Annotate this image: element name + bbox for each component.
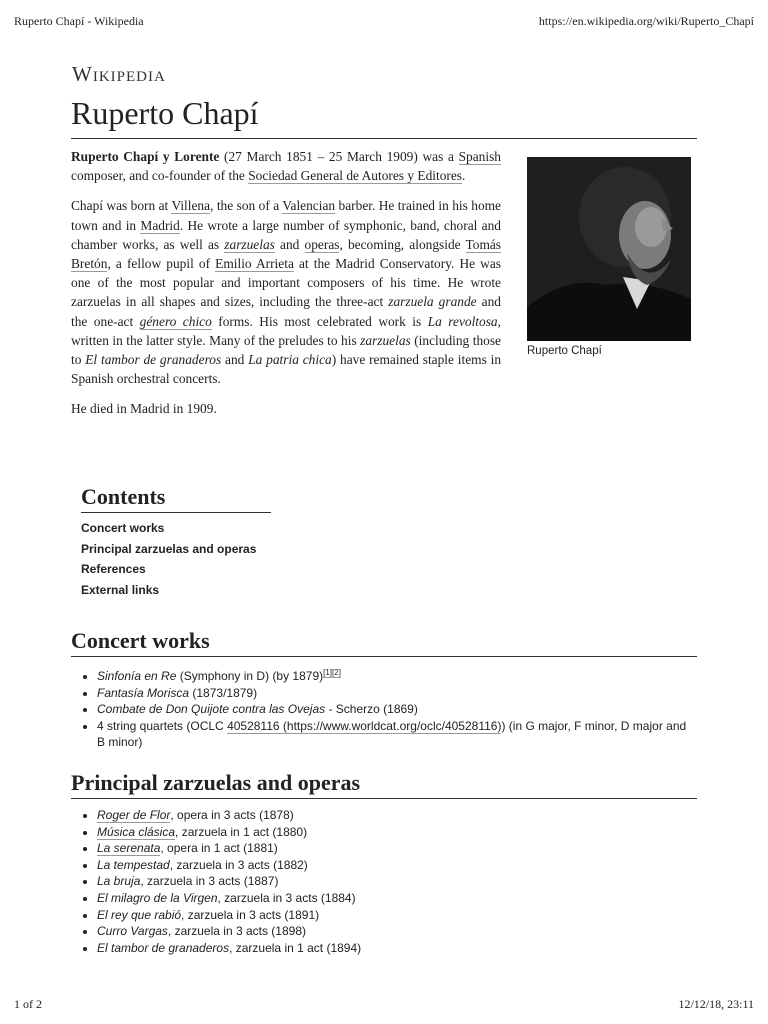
section-heading: Principal zarzuelas and operas [71, 770, 697, 799]
link-zarzuelas[interactable]: zarzuelas [224, 236, 275, 252]
list-item: • La serenata, opera in 1 act (1881) [97, 840, 697, 857]
print-footer [14, 997, 754, 1012]
toc-item-external-links[interactable]: External links [81, 582, 160, 597]
list-item: • 4 string quartets (OCLC 40528116 (https://www.worldcat.org/oclc/40528116)) (in G major, F minor, D major and B minor) [97, 718, 697, 751]
link-la-serenata[interactable]: La serenata [97, 841, 161, 856]
print-header [14, 14, 754, 29]
list-item: • La bruja, zarzuela in 3 acts (1887) [97, 873, 697, 890]
link-musica-clasica[interactable]: Música clásica [97, 824, 176, 839]
print-title: Ruperto Chapí - Wikipedia [14, 14, 144, 28]
list-item: • Roger de Flor, opera in 3 acts (1878) [97, 807, 697, 824]
section-zarzuelas [71, 770, 697, 956]
link-villena[interactable]: Villena [171, 198, 211, 214]
page-number: 1 of 2 [14, 997, 42, 1011]
toc-item-references[interactable]: References [81, 562, 146, 576]
table-of-contents [81, 484, 271, 600]
list-item: • Combate de Don Quijote contra las Ovejas - Scherzo (1869) [97, 701, 697, 718]
intro-paragraph-1: Ruperto Chapí y Lorente (27 March 1851 – 25 March 1909) was a Spanish composer, and co-founder of the Sociedad General de Autores y Editores. [71, 149, 501, 184]
intro-text [71, 147, 501, 430]
list-item: • La tempestad, zarzuela in 3 acts (1882) [97, 857, 697, 874]
list-item: • Música clásica, zarzuela in 1 act (1880) [97, 824, 697, 841]
list-item: • El milagro de la Virgen, zarzuela in 3 acts (1884) [97, 890, 697, 907]
print-timestamp: 12/12/18, 23:11 [678, 997, 754, 1011]
list-item: • Sinfonía en Re (Symphony in D) (by 1879)[1][2] [97, 665, 697, 685]
infobox [527, 157, 691, 357]
link-operas[interactable]: operas [304, 236, 340, 252]
portrait-photo [527, 157, 691, 341]
link-madrid[interactable]: Madrid [140, 217, 180, 233]
portrait-image[interactable] [527, 157, 691, 341]
link-spanish[interactable]: Spanish [458, 149, 501, 164]
portrait-caption: Ruperto Chapí [527, 345, 602, 357]
list-item: • Fantasía Morisca (1873/1879) [97, 685, 697, 702]
intro-paragraph-2: Chapí was born at Villena, the son of a Valencian barber. He trained in his home town and in Madrid. He wrote a large number of symphonic, band, choral and chamber works, as well as zarzuelas and operas, becoming, alongside Tomás Bretón, a fellow pupil of Emilio Arrieta at the Madrid Conservatory. He was one of the most popular and important composers of his time. He wrote zarzuelas in all shapes and sizes, including the three-act zarzuela grande and the one-act género chico forms. His most celebrated work is La revoltosa, written in the latter style. Many of the preludes to his zarzuelas (including those to El tambor de granaderos and La patria chica) have remained staple items in Spanish orchestral concerts. [71, 198, 502, 387]
link-roger-de-flor[interactable]: Roger de Flor [97, 808, 171, 822]
toc-item-principal-zarzuelas[interactable]: Principal zarzuelas and operas [81, 541, 257, 556]
link-tomas-breton[interactable]: Tomás Bretón [71, 236, 502, 272]
link-oclc[interactable]: 40528116 (https://www.worldcat.org/oclc/40528116) [227, 718, 502, 733]
list-item: • El rey que rabió, zarzuela in 3 acts (1891) [97, 907, 697, 924]
list-item: • El tambor de granaderos, zarzuela in 1 act (1894) [97, 940, 697, 957]
toc-title: Contents [81, 484, 271, 513]
link-emilio-arrieta[interactable]: Emilio Arrieta [215, 256, 294, 272]
citation-link[interactable]: [1][2] [323, 668, 341, 677]
toc-item-concert-works[interactable]: Concert works [81, 521, 165, 535]
link-sgae[interactable]: Sociedad General de Autores y Editores [248, 168, 463, 184]
link-valencian[interactable]: Valencian [282, 198, 336, 214]
intro-paragraph-3: He died in Madrid in 1909. [71, 401, 217, 417]
section-heading: Concert works [71, 628, 697, 657]
link-genero-chico[interactable]: género chico [139, 313, 212, 329]
wikipedia-logo[interactable]: Wikipedia [72, 62, 166, 86]
print-url: https://en.wikipedia.org/wiki/Ruperto_Chapí [538, 14, 754, 28]
page-title: Ruperto Chapí [71, 95, 697, 139]
section-concert-works [71, 628, 697, 751]
list-item: • Curro Vargas, zarzuela in 3 acts (1898) [97, 923, 697, 940]
